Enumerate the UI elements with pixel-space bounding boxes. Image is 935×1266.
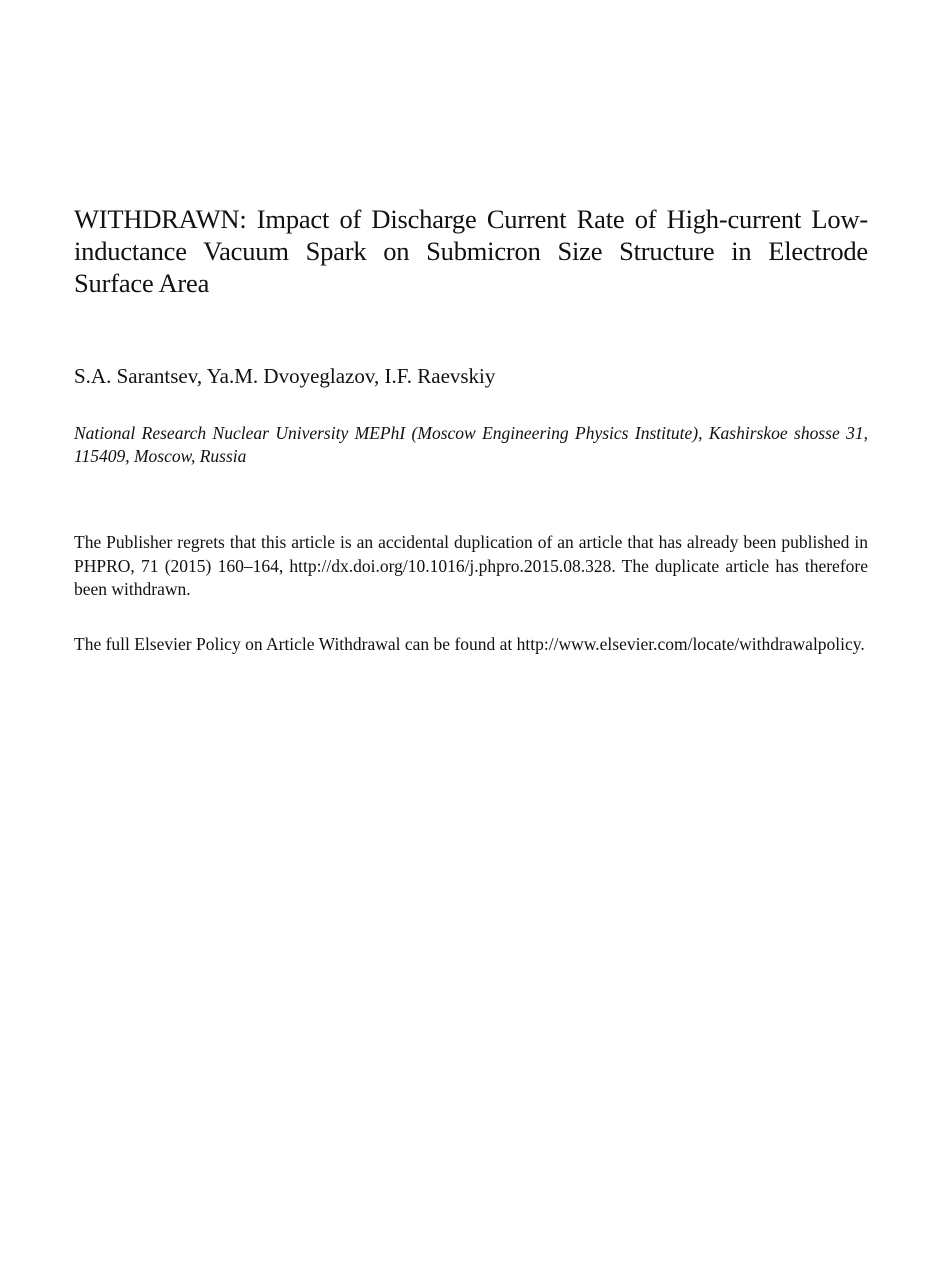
withdrawal-policy-statement: The full Elsevier Policy on Article Withdrawal can be found at http://www.elsevier.com/locate/withdrawalpolicy. — [74, 634, 865, 654]
article-title: WITHDRAWN: Impact of Discharge Current Rate of High-current Low-inductance Vacuum Spark on Submicron Size Structure in Electrode Surface Area — [74, 204, 868, 298]
author-list: S.A. Sarantsev, Ya.M. Dvoyeglazov, I.F. Raevskiy — [74, 364, 496, 388]
author-affiliation: National Research Nuclear University MEPhI (Moscow Engineering Physics Institute), Kashirskoe shosse 31, 115409, Moscow, Russia — [74, 423, 868, 466]
article-page — [74, 203, 868, 654]
withdrawal-notice: The Publisher regrets that this article is an accidental duplication of an article that has already been published in PHPRO, 71 (2015) 160–164, http://dx.doi.org/10.1016/j.phpro.2015.08.328. The duplicate article has therefore been withdrawn. — [74, 532, 868, 599]
